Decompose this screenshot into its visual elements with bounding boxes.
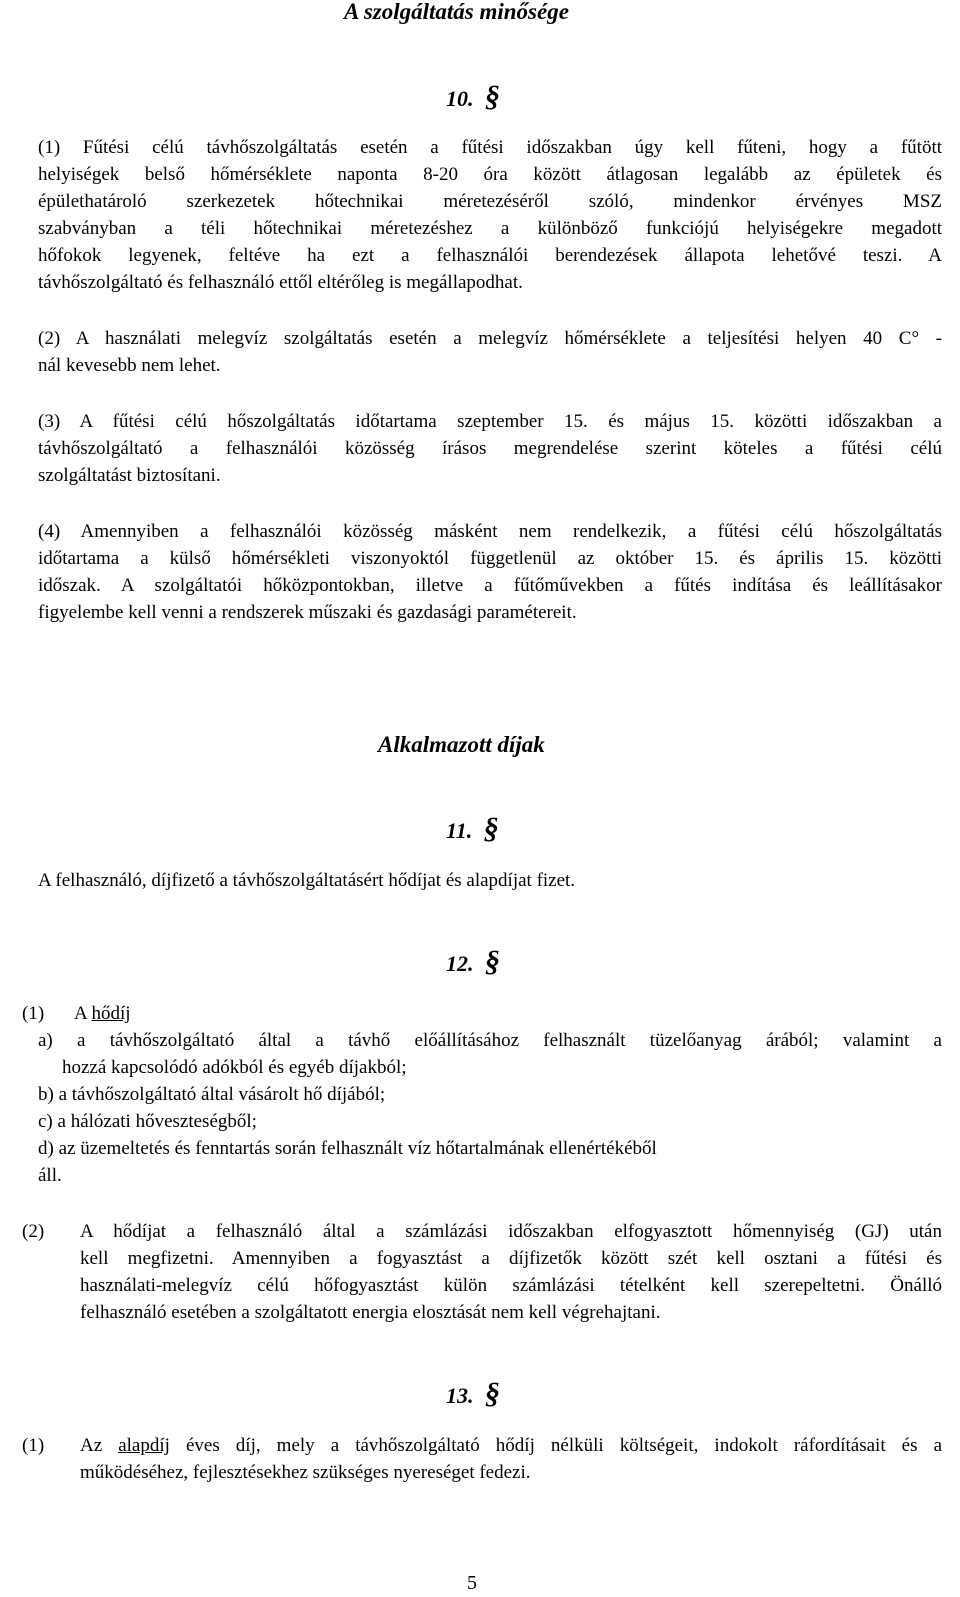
list-item: hozzá kapcsolódó adókból és egyéb díjakból; (62, 1057, 407, 1078)
list-item: c) a hálózati hőveszteségből; (38, 1111, 257, 1132)
section-number-text: 12. (446, 951, 474, 976)
paragraph-intro: Az (80, 1435, 103, 1456)
list-item: a) a távhőszolgáltató által a távhő előállításához felhasznált tüzelőanyag árából; valamint a (38, 1030, 942, 1051)
section-sign: § (485, 945, 500, 978)
paragraph-line: épülethatároló szerkezetek hőtechnikai méretezéséről szóló, mindenkor érvényes MSZ (38, 191, 942, 212)
paragraph-line: szolgáltatást biztosítani. (38, 465, 221, 486)
section-sign: § (485, 1377, 500, 1410)
page-number: 5 (467, 1572, 477, 1594)
defined-term: hődíj (91, 1003, 131, 1024)
paragraph-line: A felhasználó, díjfizető a távhőszolgáltatásért hődíjat és alapdíjat fizet. (38, 870, 576, 891)
section-number-12 (446, 945, 500, 979)
paragraph-line: kell megfizetni. Amennyiben a fogyasztást a díjfizetők között szét kell osztani a fűtési és (80, 1248, 942, 1269)
section-number-text: 10. (446, 86, 474, 111)
paragraph-line: nál kevesebb nem lehet. (38, 355, 221, 376)
paragraph-line: A hődíjat a felhasználó által a számlázási időszakban elfogyasztott hőmennyiség (GJ) után (80, 1221, 942, 1242)
paragraph-intro: A (74, 1003, 87, 1024)
paragraph-line: időtartama a külső hőmérsékleti viszonyoktól függetlenül az október 15. és április 15. közötti (38, 548, 942, 569)
section-number-text: 13. (446, 1383, 474, 1408)
paragraph-line: használati-melegvíz célú hőfogyasztást külön számlázási tételként kell szerepeltetni. Önálló (80, 1275, 942, 1296)
section-sign: § (483, 812, 499, 845)
paragraph-line: hőfokok legyenek, feltéve ha ezt a felhasználói berendezések állapota lehetővé teszi. A (38, 245, 942, 266)
paragraph-line: (2) A használati melegvíz szolgáltatás esetén a melegvíz hőmérséklete a teljesítési helyen 40 C° - (38, 328, 942, 349)
section-number-10 (446, 80, 500, 114)
section-number-text: 11. (446, 818, 473, 843)
paragraph-line: felhasználó esetében a szolgáltatott energia elosztását nem kell végrehajtani. (80, 1302, 661, 1323)
paragraph-line: működéséhez, fejlesztésekhez szükséges nyereséget fedezi. (80, 1462, 531, 1483)
paragraph-line: távhőszolgáltató a felhasználói közösség írásos megrendelése szerint köteles a fűtési célú (38, 438, 942, 459)
list-item: d) az üzemeltetés és fenntartás során felhasznált víz hőtartalmának ellenértékéből (38, 1138, 657, 1159)
paragraph-number: (1) (22, 1003, 45, 1024)
list-item: áll. (38, 1165, 62, 1186)
paragraph-line: (1) Fűtési célú távhőszolgáltatás esetén a fűtési időszakban úgy kell fűteni, hogy a fűtött (38, 137, 942, 158)
paragraph-line: helyiségek belső hőmérséklete naponta 8-20 óra között átlagosan legalább az épületek és (38, 164, 942, 185)
paragraph-rest: éves díj, mely a távhőszolgáltató hődíj nélküli költségeit, indokolt ráfordításait és a (185, 1435, 942, 1456)
section-title-fees: Alkalmazott díjak (378, 732, 545, 757)
paragraph-line (74, 1003, 131, 1025)
paragraph-number: (1) (22, 1435, 45, 1456)
paragraph-line: (3) A fűtési célú hőszolgáltatás időtartama szeptember 15. és május 15. közötti időszakban a (38, 411, 942, 432)
section-title-quality: A szolgáltatás minősége (344, 0, 569, 24)
paragraph-line: (4) Amennyiben a felhasználói közösség másként nem rendelkezik, a fűtési célú hőszolgáltatás (38, 521, 942, 542)
paragraph-line: időszak. A szolgáltatói hőközpontokban, illetve a fűtőművekben a fűtés indítása és leállításakor (38, 575, 942, 596)
paragraph-line: távhőszolgáltató és felhasználó ettől eltérőleg is megállapodhat. (38, 272, 523, 293)
list-item: b) a távhőszolgáltató által vásárolt hő díjából; (38, 1084, 386, 1105)
section-sign: § (485, 80, 500, 113)
section-number-11 (446, 812, 499, 846)
section-number-13 (446, 1377, 500, 1411)
paragraph-line (80, 1435, 942, 1457)
paragraph-line: figyelembe kell venni a rendszerek műszaki és gazdasági paramétereit. (38, 602, 577, 623)
paragraph-number: (2) (22, 1221, 45, 1242)
paragraph-line: szabványban a téli hőtechnikai méretezéshez a különböző funkciójú helyiségekre megadott (38, 218, 942, 239)
defined-term: alapdíj (118, 1435, 170, 1456)
